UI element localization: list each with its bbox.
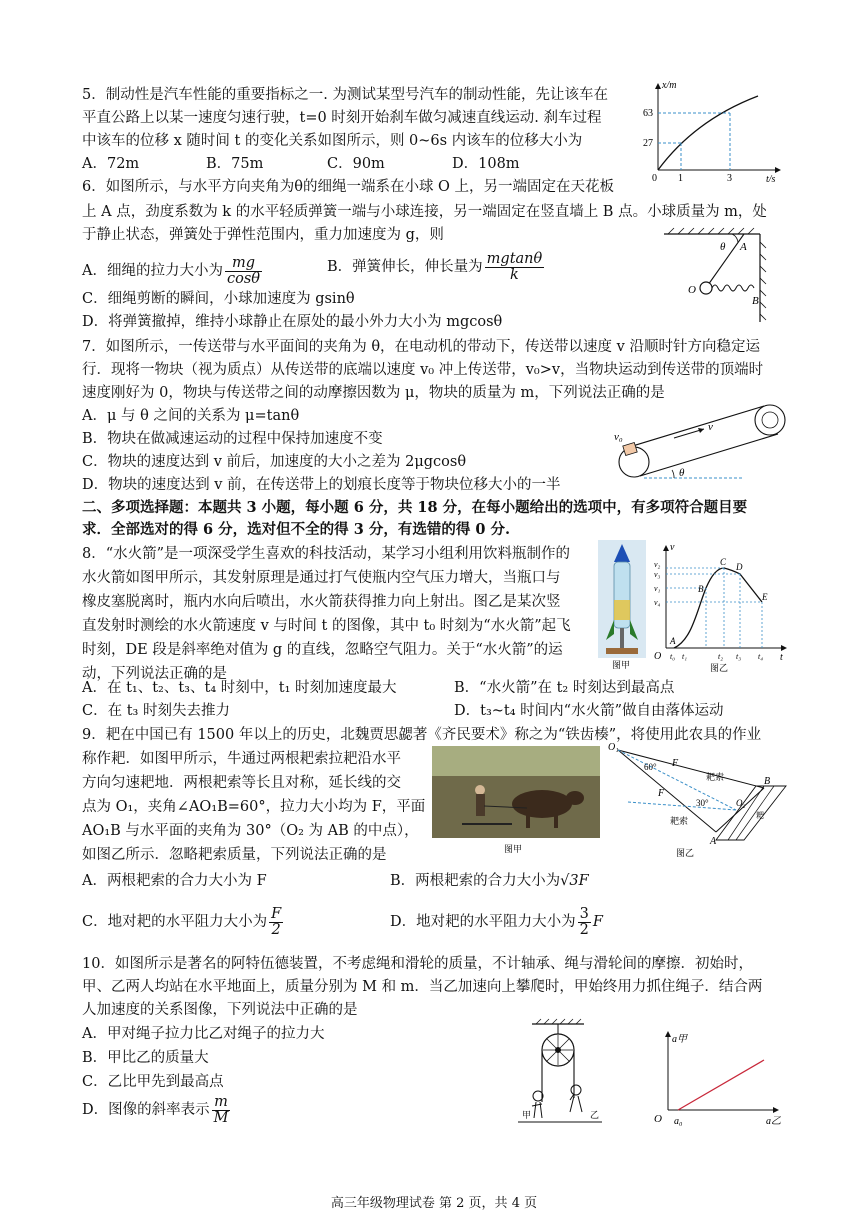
- q10-option-d-prefix: D．图像的斜率表示: [82, 1102, 210, 1118]
- q9-line-1: 9．耙在中国已有 1500 年以上的历史，北魏贾思勰著《齐民要术》称之为“铁齿楱”，将使用此农具的作业: [82, 727, 762, 743]
- q6-label-b: B: [752, 295, 759, 307]
- q8-water-rocket-photo: [598, 540, 646, 670]
- q9-option-c-fraction: [269, 907, 283, 938]
- q9-label-rope-2: 耙索: [670, 816, 689, 826]
- q6-option-b-fraction: [485, 252, 545, 283]
- q9-caption-jia: 图甲: [504, 844, 523, 854]
- q8-line-2: 水火箭如图甲所示，其发射原理是通过打气使瓶内空气压力增大，当瓶口与: [82, 570, 561, 586]
- q6-line-2: 上 A 点，劲度系数为 k 的水平轻质弹簧一端与小球连接，另一端固定在竖直墙上 B 点。小球质量为 m，处: [82, 204, 767, 220]
- q9-label-f1: F: [672, 758, 679, 769]
- q9-option-d-num: 3: [579, 905, 589, 922]
- q7-belt-top: [626, 406, 764, 448]
- q6-option-b-den: k: [510, 266, 519, 283]
- q9-label-f2: F: [658, 788, 665, 799]
- q10-line-1: 10．如图所示是著名的阿特伍德装置，不考虑绳和滑轮的质量，不计轴承、绳与滑轮间的摩擦．初始时，: [82, 956, 753, 972]
- q9-option-d-prefix: D．地对耙的水平阻力大小为: [390, 914, 576, 930]
- q10-option-d-den: M: [213, 1109, 229, 1126]
- q8-launch-stand: [606, 648, 638, 654]
- q7-line-1: 7．如图所示，一传送带与水平面间的夹角为 θ，在电动机的带动下，传送带以速度 v 沿顺时针方向稳定运: [82, 339, 760, 355]
- q7-option-a: A．μ 与 θ 之间的关系为 μ=tanθ: [82, 408, 300, 424]
- q9-option-c-den: 2: [271, 921, 281, 938]
- q8-y-label: v: [670, 542, 675, 553]
- q9-option-d-den: 2: [579, 921, 589, 938]
- q9-line-2: 称作耙．如图甲所示，牛通过两根耙索拉耙沿水平: [82, 751, 401, 767]
- q8-option-c: C．在 t₃ 时刻失去推力: [82, 703, 230, 719]
- q9-label-angle-30: 30°: [696, 798, 709, 808]
- q9-label-harrow: 耙: [756, 811, 764, 820]
- q6-rope: [708, 234, 744, 285]
- q9-photo-ox-plowing: [432, 746, 600, 856]
- q10-option-d: [82, 1094, 232, 1130]
- q8-line-4: 直发射时测绘的水火箭速度 v 与时间 t 的图像，其中 t₀ 时刻为“水火箭”起飞: [82, 618, 571, 634]
- q8-caption-yi: 图乙: [710, 663, 729, 672]
- q5-curve: [658, 96, 758, 170]
- q10-option-c: C．乙比甲先到最高点: [82, 1074, 224, 1090]
- q10-x-tick-a0: a₀: [674, 1116, 683, 1127]
- q6-line-3: 于静止状态，弹簧处于弹性范围内，重力加速度为 g，则: [82, 227, 444, 243]
- q10-option-d-fraction: [212, 1095, 231, 1126]
- q8-xtick-t1: t₁: [682, 652, 688, 661]
- q7-label-v: v: [708, 421, 713, 433]
- q5-ytick-63: 63: [643, 108, 653, 119]
- q9-label-o1: O₁: [608, 742, 619, 753]
- q5-line-1: 5．制动性是汽车性能的重要指标之一. 为测试某型号汽车的制动性能，先让该车在: [82, 87, 608, 103]
- q7-option-c: C．物块的速度达到 v 前后，加速度的大小之差为 2μgcosθ: [82, 454, 467, 470]
- q9-label-rope-1: 耙索: [706, 772, 725, 782]
- q9-line-6: 如图乙所示．忽略耙索质量，下列说法正确的是: [82, 847, 387, 863]
- q5-origin: 0: [652, 173, 657, 184]
- q6-label-a: A: [740, 241, 747, 253]
- q10-line-3: 人加速度的关系图像，下列说法中正确的是: [82, 1002, 358, 1018]
- q5-option-b: B．75m: [206, 156, 264, 172]
- q9-label-a: A: [710, 836, 717, 847]
- q9-option-a: A．两根耙索的合力大小为 F: [82, 873, 267, 889]
- q6-figure: [660, 226, 780, 326]
- q5-ytick-27: 27: [643, 138, 653, 149]
- q6-option-b-num: mgtanθ: [486, 250, 543, 267]
- q6-label-theta: θ: [720, 241, 726, 253]
- q7-block: [623, 442, 637, 455]
- q9-ox: [512, 790, 572, 818]
- q8-option-d: D．t₃~t₄ 时间内“水火箭”做自由落体运动: [454, 703, 724, 719]
- q8-point-d: D: [736, 562, 743, 572]
- q5-y-label: x/m: [662, 80, 677, 91]
- q8-line-3: 橡皮塞脱离时，瓶内水向后喷出，水火箭获得推力向上射出。图乙是某次竖: [82, 594, 561, 610]
- q5-xtick-3: 3: [727, 173, 732, 184]
- q9-label-o2: O₂: [736, 798, 746, 808]
- q5-x-label: t/s: [766, 174, 776, 184]
- q10-x-label: a乙: [766, 1116, 781, 1127]
- q5-displacement-graph: [640, 78, 790, 184]
- section-2-heading-line-2: 求．全部选对的得 6 分，选对但不全的得 3 分，有选错的得 0 分.: [82, 521, 511, 538]
- q6-label-o: O: [688, 284, 696, 296]
- q8-origin: O: [654, 651, 662, 662]
- q6-option-b-prefix: B．弹簧伸长，伸长量为: [327, 259, 483, 275]
- q9-line-5: AO₁B 与水平面的夹角为 30°（O₂ 为 AB 的中点），: [82, 823, 419, 839]
- q6-option-a-prefix: A．细绳的拉力大小为: [82, 263, 223, 279]
- q7-label-v0: v₀: [614, 431, 623, 443]
- q8-ytick-v4: v₄: [654, 598, 661, 607]
- q9-option-b-value: √3F: [560, 873, 589, 889]
- q6-option-a-fraction: [225, 256, 262, 287]
- q9-option-b-prefix: B．两根耙索的合力大小为: [390, 873, 561, 889]
- q8-ytick-v3: v₃: [654, 570, 661, 579]
- q10-acceleration-graph: [648, 1028, 784, 1130]
- q8-point-b: B: [698, 584, 704, 594]
- q8-xtick-t4: t₄: [758, 652, 764, 661]
- q7-pulley-top: [755, 405, 785, 435]
- q9-harrow: [716, 786, 786, 840]
- q6-line-1: 6．如图所示，与水平方向夹角为θ的细绳一端系在小球 O 上，另一端固定在天花板: [82, 179, 615, 195]
- q9-option-c: [82, 906, 285, 942]
- q5-option-a: A．72m: [82, 156, 140, 172]
- q9-line-3: 方向匀速耙地．两根耙索等长且对称，延长线的交: [82, 775, 401, 791]
- q10-option-d-num: m: [212, 1095, 231, 1111]
- q9-option-b: [390, 872, 589, 890]
- q8-option-a: A．在 t₁、t₂、t₃、t₄ 时刻中，t₁ 时刻加速度最大: [82, 680, 397, 696]
- q10-y-label: a甲: [672, 1034, 687, 1045]
- q9-option-d-suffix: F: [592, 914, 603, 930]
- q7-line-2: 行．现将一物块（视为质点）从传送带的底端以速度 v₀ 冲上传送带，v₀>v，当物块运动到传送带的顶端时: [82, 362, 764, 378]
- q6-option-a-num: mg: [225, 256, 262, 272]
- q8-point-e: E: [762, 592, 768, 602]
- q9-force-diagram: [606, 740, 792, 858]
- page-footer: 高三年级物理试卷 第 2 页，共 4 页: [330, 1196, 538, 1211]
- q8-ytick-v2: v₂: [654, 560, 661, 569]
- q8-x-label: t: [780, 652, 783, 663]
- q6-option-c: C．细绳剪断的瞬间，小球加速度为 gsinθ: [82, 291, 355, 307]
- q9-option-d-fraction: [578, 907, 591, 938]
- q10-person-yi: [571, 1085, 581, 1095]
- q6-spring: [712, 285, 754, 291]
- q6-option-b: [327, 251, 546, 287]
- q8-point-c: C: [720, 557, 727, 567]
- q10-option-a: A．甲对绳子拉力比乙对绳子的拉力大: [82, 1026, 325, 1042]
- q8-line-5: 时刻，DE 段是斜率绝对值为 g 的直线，忽略空气阻力。关于“水火箭”的运: [82, 642, 563, 658]
- q10-option-b: B．甲比乙的质量大: [82, 1050, 209, 1066]
- q6-ball: [700, 282, 712, 294]
- q6-angle-arc: [732, 234, 738, 243]
- q10-label-yi: 乙: [590, 1110, 600, 1120]
- q10-atwood-figure: [512, 1018, 608, 1130]
- q10-line-2: 甲、乙两人均站在水平地面上，质量分别为 M 和 m．当乙加速向上攀爬时，甲始终用力抓住绳子．结合两: [82, 979, 763, 995]
- q9-option-d: [390, 906, 603, 942]
- q5-option-c: C．90m: [327, 156, 385, 172]
- q9-farmer: [475, 785, 485, 795]
- q5-line-2: 平直公路上以某一速度匀速行驶，t=0 时刻开始刹车做匀减速直线运动. 刹车过程: [82, 110, 602, 126]
- q5-xtick-1: 1: [678, 173, 683, 184]
- q8-point-a: A: [670, 636, 676, 646]
- q9-line-4: 点为 O₁，夹角∠AO₁B=60°，拉力大小均为 F，平面: [82, 799, 426, 815]
- q5-option-d: D．108m: [452, 156, 520, 172]
- q7-option-d: D．物块的速度达到 v 前，在传送带上的划痕长度等于物块位移大小的一半: [82, 477, 561, 493]
- q5-line-3: 中该车的位移 x 随时间 t 的变化关系如图所示，则 0~6s 内该车的位移大小为: [82, 133, 583, 149]
- q8-ytick-v1: v₁: [654, 584, 661, 593]
- q8-caption-jia: 图甲: [612, 660, 631, 670]
- q7-line-3: 速度刚好为 0，物块与传送带之间的动摩擦因数为 μ，物块的质量为 m，下列说法正确的是: [82, 385, 665, 401]
- q9-option-c-num: F: [271, 905, 282, 922]
- q8-line-6: 动，下列说法正确的是: [82, 666, 227, 682]
- q8-velocity-graph: [652, 540, 792, 672]
- q8-vt-curve: [674, 568, 762, 648]
- q9-label-b: B: [764, 776, 771, 787]
- q7-label-theta: θ: [679, 467, 685, 479]
- q6-option-d: D．将弹簧撤掉，维持小球静止在原处的最小外力大小为 mgcosθ: [82, 314, 503, 330]
- q8-xtick-t2: t₂: [718, 652, 724, 661]
- q7-belt-bottom: [640, 434, 778, 476]
- section-2-heading-line-1: 二、多项选择题：本题共 3 小题，每小题 6 分，共 18 分，在每小题给出的选项中，有多项符合题目要: [82, 499, 748, 516]
- q8-line-1: 8．“水火箭”是一项深受学生喜欢的科技活动，某学习小组利用饮料瓶制作的: [82, 546, 571, 562]
- q10-origin: O: [654, 1113, 662, 1125]
- q8-xtick-t0: t₀: [670, 652, 676, 661]
- q8-xtick-t3: t₃: [736, 652, 742, 661]
- q9-caption-yi: 图乙: [676, 848, 695, 858]
- q7-conveyor-figure: [604, 400, 794, 486]
- q7-option-b: B．物块在做减速运动的过程中保持加速度不变: [82, 431, 383, 447]
- q10-graph-line: [678, 1060, 764, 1110]
- q9-rope-b: [618, 750, 764, 788]
- q8-option-b: B．“水火箭”在 t₂ 时刻达到最高点: [454, 680, 675, 696]
- q6-option-a-den: cosθ: [226, 270, 261, 287]
- q9-label-angle-60: 60°: [644, 762, 657, 772]
- q6-option-a: [82, 255, 264, 291]
- q9-option-c-prefix: C．地对耙的水平阻力大小为: [82, 914, 268, 930]
- q10-label-jia: 甲: [522, 1110, 532, 1120]
